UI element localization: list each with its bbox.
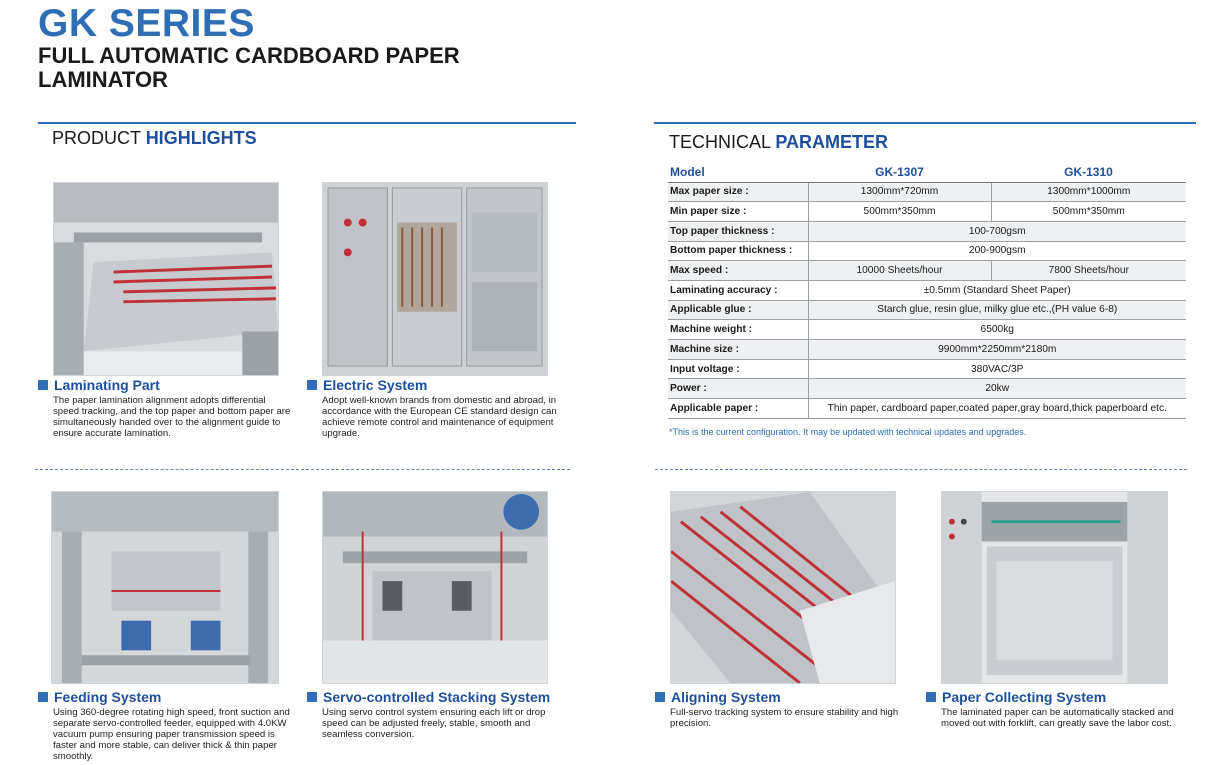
row-value: 200-900gsm bbox=[808, 241, 1186, 261]
bullet-square-icon bbox=[38, 380, 48, 390]
bullet-square-icon bbox=[307, 380, 317, 390]
feature-heading-electric bbox=[307, 377, 427, 393]
stacking-system-photo bbox=[322, 491, 548, 684]
feature-desc-laminating: The paper lamination alignment adopts differential speed tracking, and the top paper and bottom paper are simultaneously handed over to the alignment guide to ensure accurate lamination. bbox=[53, 395, 291, 439]
row-label: Input voltage : bbox=[668, 359, 808, 379]
row-value: 20kw bbox=[808, 379, 1186, 399]
table-row bbox=[668, 221, 1186, 241]
row-value: ±0.5mm (Standard Sheet Paper) bbox=[808, 280, 1186, 300]
feature-title: Paper Collecting System bbox=[942, 689, 1107, 705]
row-label: Applicable paper : bbox=[668, 399, 808, 419]
feature-desc-feeding: Using 360-degree rotating high speed, front suction and separate servo-controlled feeder, equipped with 4.0KW vacuum pump ensuring paper transmission speed is faster and more stable, can deliver thick & thin paper smoothly. bbox=[53, 707, 290, 762]
row-value: 1300mm*720mm bbox=[808, 182, 991, 202]
params-title bbox=[669, 132, 888, 153]
row-label: Min paper size : bbox=[668, 202, 808, 222]
feature-title: Electric System bbox=[323, 377, 428, 393]
highlights-title-plain: PRODUCT bbox=[52, 128, 146, 148]
feature-heading-laminating bbox=[38, 377, 160, 393]
row-label: Power : bbox=[668, 379, 808, 399]
highlights-title bbox=[52, 128, 257, 149]
series-title: GK SERIES bbox=[38, 2, 255, 45]
bullet-square-icon bbox=[926, 692, 936, 702]
row-value: 9900mm*2250mm*2180m bbox=[808, 340, 1186, 360]
table-row bbox=[668, 320, 1186, 340]
feature-desc-aligning: Full-servo tracking system to ensure stability and high precision. bbox=[670, 707, 899, 729]
feature-heading-feeding bbox=[38, 689, 161, 705]
table-row bbox=[668, 340, 1186, 360]
table-row bbox=[668, 182, 1186, 202]
feature-desc-electric: Adopt well-known brands from domestic and abroad, in accordance with the European CE standard design can achieve remote control and maintenance of equipment upgrade. bbox=[322, 395, 557, 439]
technical-parameter-table bbox=[668, 162, 1186, 419]
paper-collecting-photo bbox=[941, 491, 1168, 684]
row-value: 500mm*350mm bbox=[808, 202, 991, 222]
row-value: 100-700gsm bbox=[808, 221, 1186, 241]
feature-heading-aligning bbox=[655, 689, 781, 705]
row-value: 6500kg bbox=[808, 320, 1186, 340]
feature-title: Servo-controlled Stacking System bbox=[323, 689, 551, 705]
bullet-square-icon bbox=[655, 692, 665, 702]
table-row bbox=[668, 280, 1186, 300]
separator-left bbox=[35, 469, 570, 470]
feature-title: Aligning System bbox=[671, 689, 781, 705]
bullet-square-icon bbox=[307, 692, 317, 702]
table-row bbox=[668, 379, 1186, 399]
feature-heading-stacking bbox=[307, 689, 550, 705]
row-label: Top paper thickness : bbox=[668, 221, 808, 241]
row-label: Max paper size : bbox=[668, 182, 808, 202]
highlights-rule bbox=[38, 122, 576, 124]
table-row bbox=[668, 261, 1186, 281]
row-value: 10000 Sheets/hour bbox=[808, 261, 991, 281]
row-label: Machine size : bbox=[668, 340, 808, 360]
feature-desc-collecting: The laminated paper can be automatically stacked and moved out with forklift, can greatly save the labor cost. bbox=[941, 707, 1174, 729]
product-subtitle: FULL AUTOMATIC CARDBOARD PAPER LAMINATOR bbox=[38, 43, 460, 92]
params-rule bbox=[654, 122, 1196, 124]
row-label: Max speed : bbox=[668, 261, 808, 281]
separator-right bbox=[655, 469, 1187, 470]
table-row bbox=[668, 300, 1186, 320]
feature-title: Feeding System bbox=[54, 689, 162, 705]
feature-title: Laminating Part bbox=[54, 377, 160, 393]
params-title-bold: PARAMETER bbox=[775, 132, 889, 152]
model-2-header: GK-1310 bbox=[991, 162, 1186, 182]
table-row bbox=[668, 359, 1186, 379]
feature-desc-stacking: Using servo control system ensuring each lift or drop speed can be adjusted freely, stable, smooth and seamless conversion. bbox=[322, 707, 546, 740]
laminating-part-photo bbox=[53, 182, 279, 376]
table-row bbox=[668, 399, 1186, 419]
feeding-system-photo bbox=[51, 491, 279, 684]
row-value: Thin paper, cardboard paper,coated paper,gray board,thick paperboard etc. bbox=[808, 399, 1186, 419]
row-label: Bottom paper thickness : bbox=[668, 241, 808, 261]
table-header-row bbox=[668, 162, 1186, 182]
row-value: 500mm*350mm bbox=[991, 202, 1186, 222]
row-label: Laminating accuracy : bbox=[668, 280, 808, 300]
configuration-note: *This is the current configuration. It may be updated with technical updates and upgrades. bbox=[669, 427, 1027, 437]
aligning-system-photo bbox=[670, 491, 896, 684]
model-1-header: GK-1307 bbox=[808, 162, 991, 182]
row-value: 1300mm*1000mm bbox=[991, 182, 1186, 202]
table-row bbox=[668, 202, 1186, 222]
electric-system-photo bbox=[322, 182, 548, 376]
row-value: Starch glue, resin glue, milky glue etc.,(PH value 6-8) bbox=[808, 300, 1186, 320]
bullet-square-icon bbox=[38, 692, 48, 702]
model-header: Model bbox=[668, 162, 808, 182]
params-title-plain: TECHNICAL bbox=[669, 132, 776, 152]
row-label: Machine weight : bbox=[668, 320, 808, 340]
table-row bbox=[668, 241, 1186, 261]
row-label: Applicable glue : bbox=[668, 300, 808, 320]
row-value: 380VAC/3P bbox=[808, 359, 1186, 379]
feature-heading-collecting bbox=[926, 689, 1106, 705]
highlights-title-bold: HIGHLIGHTS bbox=[145, 128, 257, 148]
row-value: 7800 Sheets/hour bbox=[991, 261, 1186, 281]
